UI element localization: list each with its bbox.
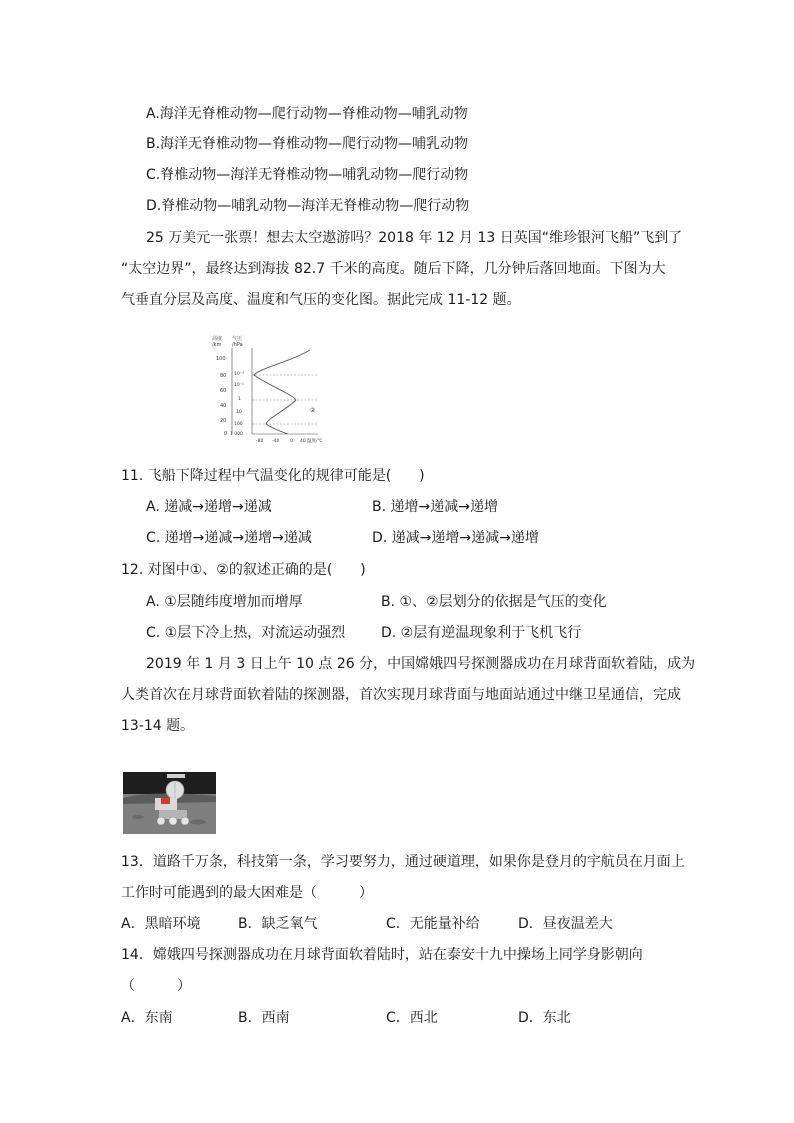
temp-tick: -80 [256,439,264,444]
atmosphere-layer-chart [210,332,330,444]
q13-stem: 工作时可能遇到的最大困难是（ ） [121,885,373,901]
passage1-line: “太空边界”，最终达到海拔 82.7 千米的高度。随后下降，几分钟后落回地面。下图为大 [121,261,666,277]
q14-option-d: D．东北 [518,1010,571,1026]
q12-option-b: B. ①、②层划分的依据是气压的变化 [381,594,607,610]
pressure-tick: 1 000 [230,432,243,437]
q12-option-a: A. ①层随纬度增加而增厚 [146,594,303,610]
q14-option-a: A．东南 [121,1010,173,1026]
alt-tick: 20 [220,418,227,424]
pressure-tick: 100 [234,422,243,427]
alt-tick: 60 [220,388,227,394]
q12-option-c: C. ①层下冷上热，对流运动强烈 [146,625,346,641]
q13-option-b: B．缺乏氧气 [238,916,318,932]
alt-header: 高度 [212,336,223,342]
q11-option-d: D. 递减→递增→递减→递增 [372,530,539,546]
q12-stem: 12. 对图中①、②的叙述正确的是( ) [121,562,366,578]
alt-tick: 40 [220,403,227,409]
lunar-rover-photo [123,772,216,834]
q10-option-b: B.海洋无脊椎动物—脊椎动物—爬行动物—哺乳动物 [146,136,469,152]
q11-option-c: C. 递增→递减→递增→递减 [146,530,312,546]
q14-stem: （ ） [121,978,191,994]
q14-option-c: C．西北 [386,1010,438,1026]
temp-label: 温度/℃ [307,439,323,444]
q12-option-d: D. ②层有逆温现象利于飞机飞行 [381,625,582,641]
q11-stem: 11. 飞船下降过程中气温变化的规律可能是( ) [121,468,425,484]
alt-header: /km [212,342,222,348]
passage1-line: 25 万美元一张票！想去太空遨游吗？2018 年 12 月 13 日英国“维珍银河飞船”飞到了 [146,230,683,246]
q13-stem: 13．道路千万条，科技第一条，学习要努力，通过硬道理，如果你是登月的宇航员在月面上 [121,854,685,870]
pressure-tick: 10⁻³ [234,372,244,377]
q13-option-c: C．无能量补给 [386,916,480,932]
passage2-line: 2019 年 1 月 3 日上午 10 点 26 分，中国嫦娥四号探测器成功在月球背面软着陆，成为 [146,656,696,672]
q11-option-a: A. 递减→递增→递减 [146,499,272,515]
q10-option-c: C.脊椎动物—海洋无脊椎动物—哺乳动物—爬行动物 [146,167,469,183]
q13-option-a: A．黑暗环境 [121,916,201,932]
pressure-tick: 10 [236,410,242,415]
temp-tick: 0 [290,439,293,444]
alt-tick: 0 [224,431,228,437]
passage2-line: 13-14 题。 [121,718,195,734]
alt-tick: 80 [220,373,227,379]
pressure-tick: 10⁻¹ [234,383,244,388]
q11-option-b: B. 递增→递减→递增 [372,499,498,515]
q14-stem: 14．嫦娥四号探测器成功在月球背面软着陆时，站在泰安十九中操场上同学身影朝向 [121,947,643,963]
pressure-header: /hPa [232,342,243,348]
q10-option-a: A.海洋无脊椎动物—爬行动物—脊椎动物—哺乳动物 [146,106,468,122]
layer-mark: ② [310,407,316,414]
temperature-curve [254,350,310,434]
temp-tick: 40 [300,439,306,444]
q13-option-d: D．昼夜温差大 [518,916,613,932]
temp-tick: -40 [272,439,280,444]
pressure-header: 气压 [232,336,243,342]
passage1-line: 气垂直分层及高度、温度和气压的变化图。据此完成 11-12 题。 [121,292,521,308]
q14-option-b: B．西南 [238,1010,290,1026]
pressure-tick: 1 [238,397,241,402]
q10-option-d: D.脊椎动物—哺乳动物—海洋无脊椎动物—爬行动物 [146,198,470,214]
passage2-line: 人类首次在月球背面软着陆的探测器，首次实现月球背面与地面站通过中继卫星通信，完成 [121,687,681,703]
alt-tick: 100 [216,356,226,362]
